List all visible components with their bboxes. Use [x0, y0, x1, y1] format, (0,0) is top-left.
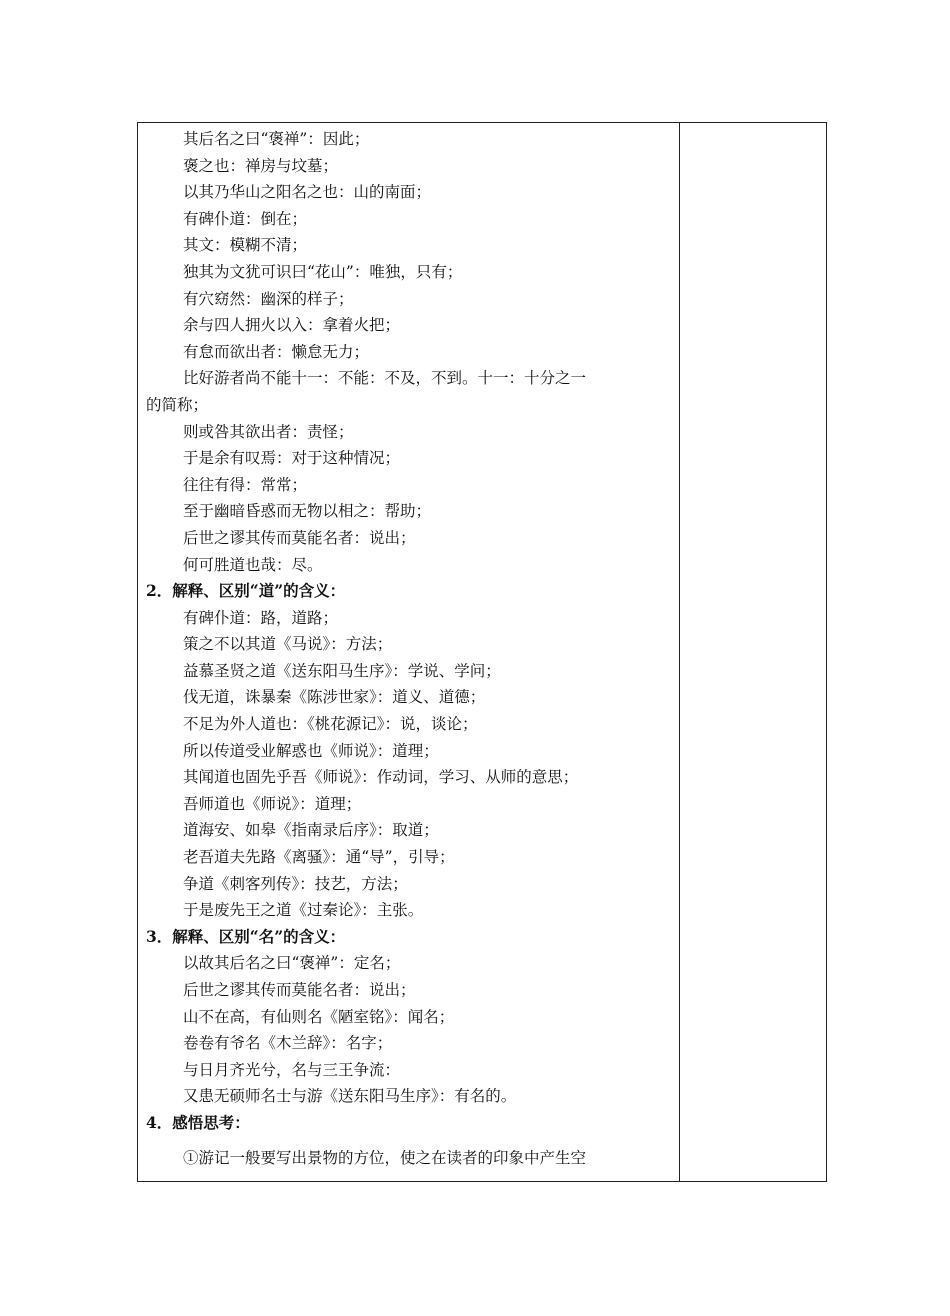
list-item: 其后名之曰“褒禅”：因此； — [183, 130, 370, 148]
list-item: 以故其后名之曰“褒禅”：定名； — [183, 954, 401, 973]
list-item: 独其为文犹可识曰“花山”：唯独，只有； — [183, 262, 463, 281]
list-item: 不足为外人道也：《桃花源记》：说，谈论； — [183, 715, 478, 734]
list-item: 其文：模糊不清； — [183, 236, 308, 255]
list-item: 于是废先王之道《过秦论》：主张。 — [183, 901, 424, 920]
list-item: 与日月齐光兮，名与三王争流： — [183, 1060, 401, 1079]
list-item: 卷卷有爷名《木兰辞》：名字； — [183, 1034, 393, 1053]
main-content-cell — [138, 123, 679, 1181]
list-item: ①游记一般要写出景物的方位，使之在读者的印象中产生空 — [183, 1148, 587, 1167]
list-item: 吾师道也《师说》：道理； — [183, 794, 362, 813]
list-item: 以其乃华山之阳名之也：山的南面； — [183, 183, 432, 202]
list-item: 比好游者尚不能十一：不能：不及，不到。十一：十分之一 — [183, 369, 587, 388]
section-heading-reflection: 4．感悟思考： — [146, 1112, 250, 1132]
list-item: 有怠而欲出者：懒怠无力； — [183, 342, 370, 361]
list-item: 其闻道也固先乎吾《师说》：作动词，学习、从师的意思； — [183, 768, 579, 787]
list-item: 所以传道受业解惑也《师说》：道理； — [183, 741, 439, 760]
list-item: 益慕圣贤之道《送东阳马生序》：学说、学问； — [183, 661, 501, 680]
section-heading-dao: 2．解释、区别“道”的含义： — [146, 581, 346, 601]
list-item: 后世之谬其传而莫能名者：说出； — [183, 528, 416, 547]
list-item: 至于幽暗昏惑而无物以相之：帮助； — [183, 502, 432, 521]
list-item-continuation: 的简称； — [146, 395, 209, 414]
list-item: 余与四人拥火以入：拿着火把； — [183, 316, 401, 335]
list-item: 争道《刺客列传》：技艺，方法； — [183, 874, 408, 893]
list-item: 道海安、如皋《指南录后序》：取道； — [183, 821, 439, 840]
spacer — [146, 1137, 671, 1145]
document-table — [137, 122, 827, 1182]
list-item: 则或咎其欲出者：责怪； — [183, 422, 354, 441]
list-item: 褒之也：禅房与坟墓； — [183, 156, 339, 175]
list-item: 伐无道，诛暴秦《陈涉世家》：道义、道德； — [183, 688, 486, 707]
list-item: 于是余有叹焉：对于这种情况； — [183, 449, 401, 468]
list-item: 有碑仆道：路，道路； — [183, 608, 339, 627]
list-item: 老吾道夫先路《离骚》：通“导”，引导； — [183, 848, 455, 867]
list-item: 又患无硕师名士与游《送东阳马生序》：有名的。 — [183, 1087, 517, 1106]
section-heading-ming: 3．解释、区别“名”的含义： — [146, 926, 346, 946]
list-item: 后世之谬其传而莫能名者：说出； — [183, 981, 416, 999]
list-item: 何可胜道也哉：尽。 — [183, 555, 323, 574]
list-item: 有穴窈然：幽深的样子； — [183, 289, 354, 308]
list-item: 有碑仆道：倒在； — [183, 209, 308, 228]
notes-cell — [680, 123, 826, 1181]
list-item: 策之不以其道《马说》：方法； — [183, 635, 393, 654]
list-item: 往往有得：常常； — [183, 475, 308, 494]
list-item: 山不在高，有仙则名《陋室铭》：闻名； — [183, 1007, 455, 1026]
